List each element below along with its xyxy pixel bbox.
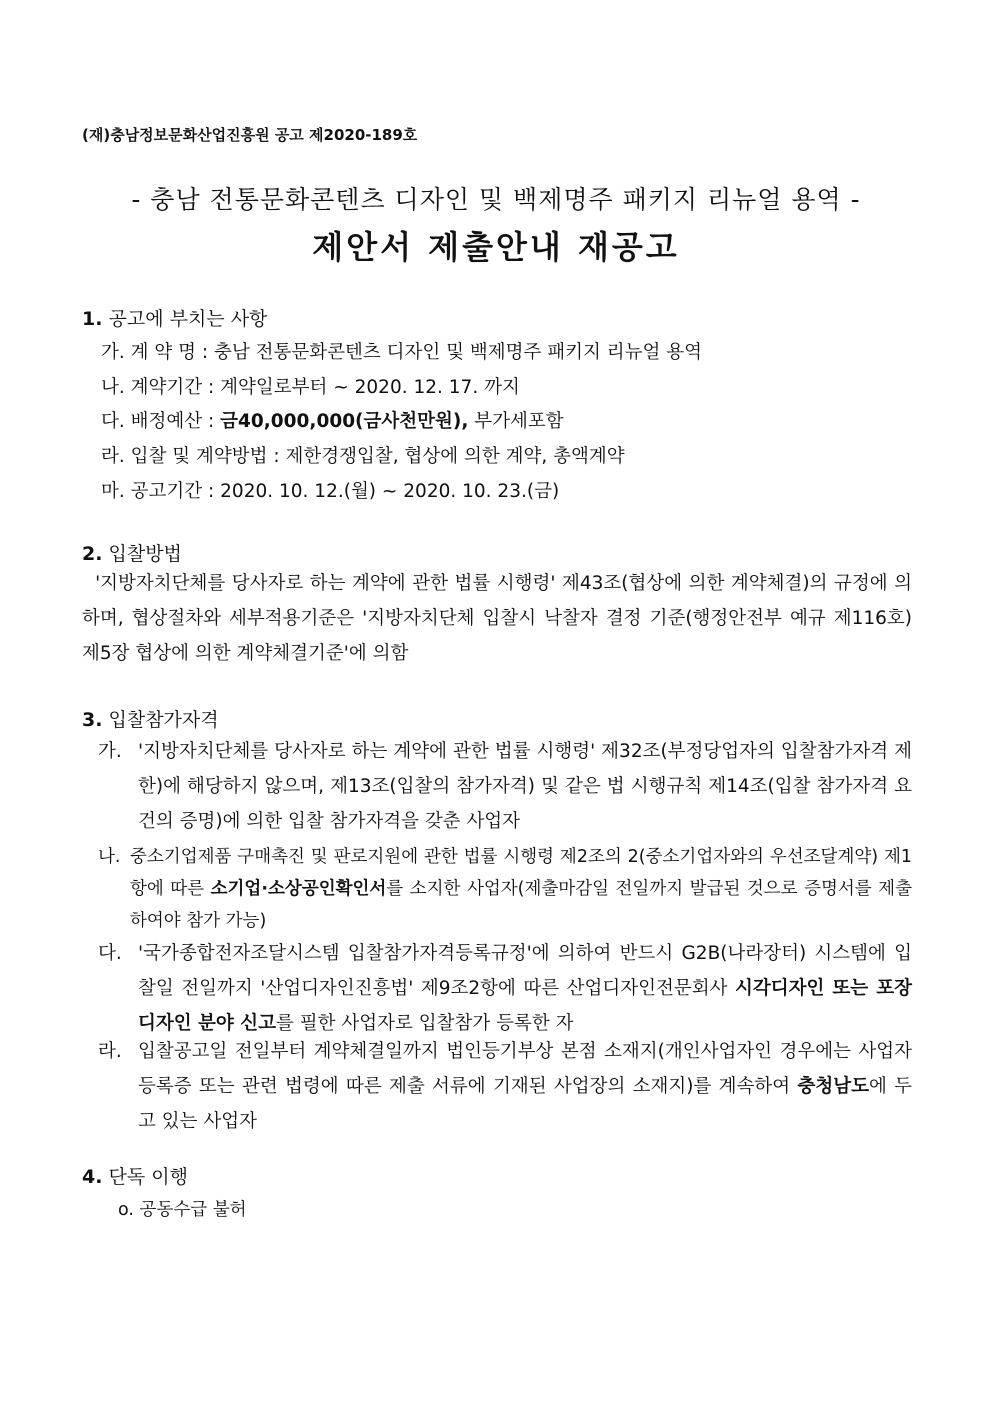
section-3-item-na [98,841,912,939]
section-2-number: 2. [82,543,103,565]
section-2-title: 입찰방법 [108,543,182,565]
item-text-emphasis: 소기업·소상공인확인서 [210,879,387,899]
section-2-heading [82,539,182,566]
item-label: 계 약 명 : [130,342,209,363]
section-3-title: 입찰참가자격 [108,709,219,731]
item-marker: 나. [101,377,125,398]
section-1-item-ma [101,477,559,503]
section-3-item-da [98,936,912,1041]
item-text-part: 를 소지한 사업자(제출마감일 전일까지 발급된 것으로 증명서를 제출하여야 참가 가능) [130,879,912,931]
item-label: 배정예산 : [130,411,215,432]
item-label: 공고기간 : [130,481,215,502]
item-label: 계약기간 : [130,377,215,398]
item-value: 부가세포함 [468,411,564,432]
item-text-emphasis: 시각디자인 또는 포장디자인 분야 신고 [138,978,912,1034]
item-value: 제한경쟁입찰, 협상에 의한 계약, 총액계약 [285,446,625,467]
item-text: '지방자치단체를 당사자로 하는 계약에 관한 법률 시행령' 제32조(부정당업자의 입찰참가자격 제한)에 해당하지 않으며, 제13조(입찰의 참가자격) 및 같은 법 시행규칙 제14조(입찰 참가자격 요건의 증명)에 의한 입찰 참가자격을 갖춘 사업자 [138,741,912,832]
item-marker: 라. [101,446,125,467]
section-1-item-na [101,373,520,399]
item-value: 2020. 10. 12.(월) ~ 2020. 10. 23.(금) [220,481,560,502]
section-1-number: 1. [82,308,103,330]
item-marker: 가. [101,342,125,363]
item-marker: 마. [101,481,125,502]
section-4-item [118,1196,247,1221]
section-3-heading [82,705,219,732]
budget-amount: 금40,000,000(금사천만원), [220,411,469,432]
section-1-item-ga [101,338,702,364]
section-4-number: 4. [82,1166,103,1188]
item-text-part: 입찰공고일 전일부터 계약체결일까지 법인등기부상 본점 소재지(개인사업자인 경우에는 사업자등록증 또는 관련 법령에 따른 제출 서류에 기재된 사업장의 소재지)를 계속하여 [138,1041,912,1097]
section-4-title: 단독 이행 [108,1166,188,1188]
item-text-emphasis: 충청남도 [797,1076,869,1097]
item-text-part: 에 두고 있는 사업자 [138,1076,913,1132]
item-text-part: 를 필한 사업자로 입찰참가 등록한 자 [275,1013,574,1034]
section-1-item-ra [101,442,625,468]
section-3-item-ra [98,1034,912,1139]
notice-number: (재)충남정보문화산업진흥원 공고 제2020-189호 [82,126,418,144]
item-label: 입찰 및 계약방법 : [130,446,280,467]
item-marker: 나. [98,847,121,867]
item-text [138,936,912,1041]
section-1-title: 공고에 부치는 사항 [108,308,268,330]
section-4-heading [82,1162,188,1189]
section-1-item-da [101,407,564,433]
item-marker: 다. [101,411,125,432]
item-marker: 가. [98,741,122,762]
section-2-body: '지방자치단체를 당사자로 하는 계약에 관한 법률 시행령' 제43조(협상에 의한 계약체결)의 규정에 의하며, 협상절차와 세부적용기준은 '지방자치단체 입찰시 낙찰자 결정 기준(행정안전부 예규 제116호) 제5장 협상에 의한 계약체결기준'에 의함 [82,573,918,664]
section-3-number: 3. [82,709,103,731]
section-3-item-ga [98,734,912,844]
item-marker: o. [118,1200,134,1220]
item-marker: 라. [98,1041,122,1062]
item-text [130,841,912,937]
item-text [138,1034,912,1139]
item-text-part: 중소기업제품 구매촉진 및 판로지원에 관한 법률 시행령 제2조의 2(중소기업자와의 우선조달계약) 제1항에 따른 [130,847,912,899]
item-text-part: '국가종합전자조달시스템 입찰참가자격등록규정'에 의하여 반드시 G2B(나라장터) 시스템에 입찰일 전일까지 '산업디자인진흥법' 제9조2항에 따른 산업디자인전문회사 [138,943,912,999]
section-1-heading [82,304,267,331]
document-subtitle: - 충남 전통문화콘텐츠 디자인 및 백제명주 패키지 리뉴얼 용역 - [131,185,861,214]
item-marker: 다. [98,943,122,964]
item-text: 공동수급 불허 [139,1200,247,1220]
document-title: 제안서 제출안내 재공고 [312,228,680,266]
item-value: 계약일로부터 ~ 2020. 12. 17. 까지 [220,377,520,398]
item-value: 충남 전통문화콘텐츠 디자인 및 백제명주 패키지 리뉴얼 용역 [214,342,702,363]
